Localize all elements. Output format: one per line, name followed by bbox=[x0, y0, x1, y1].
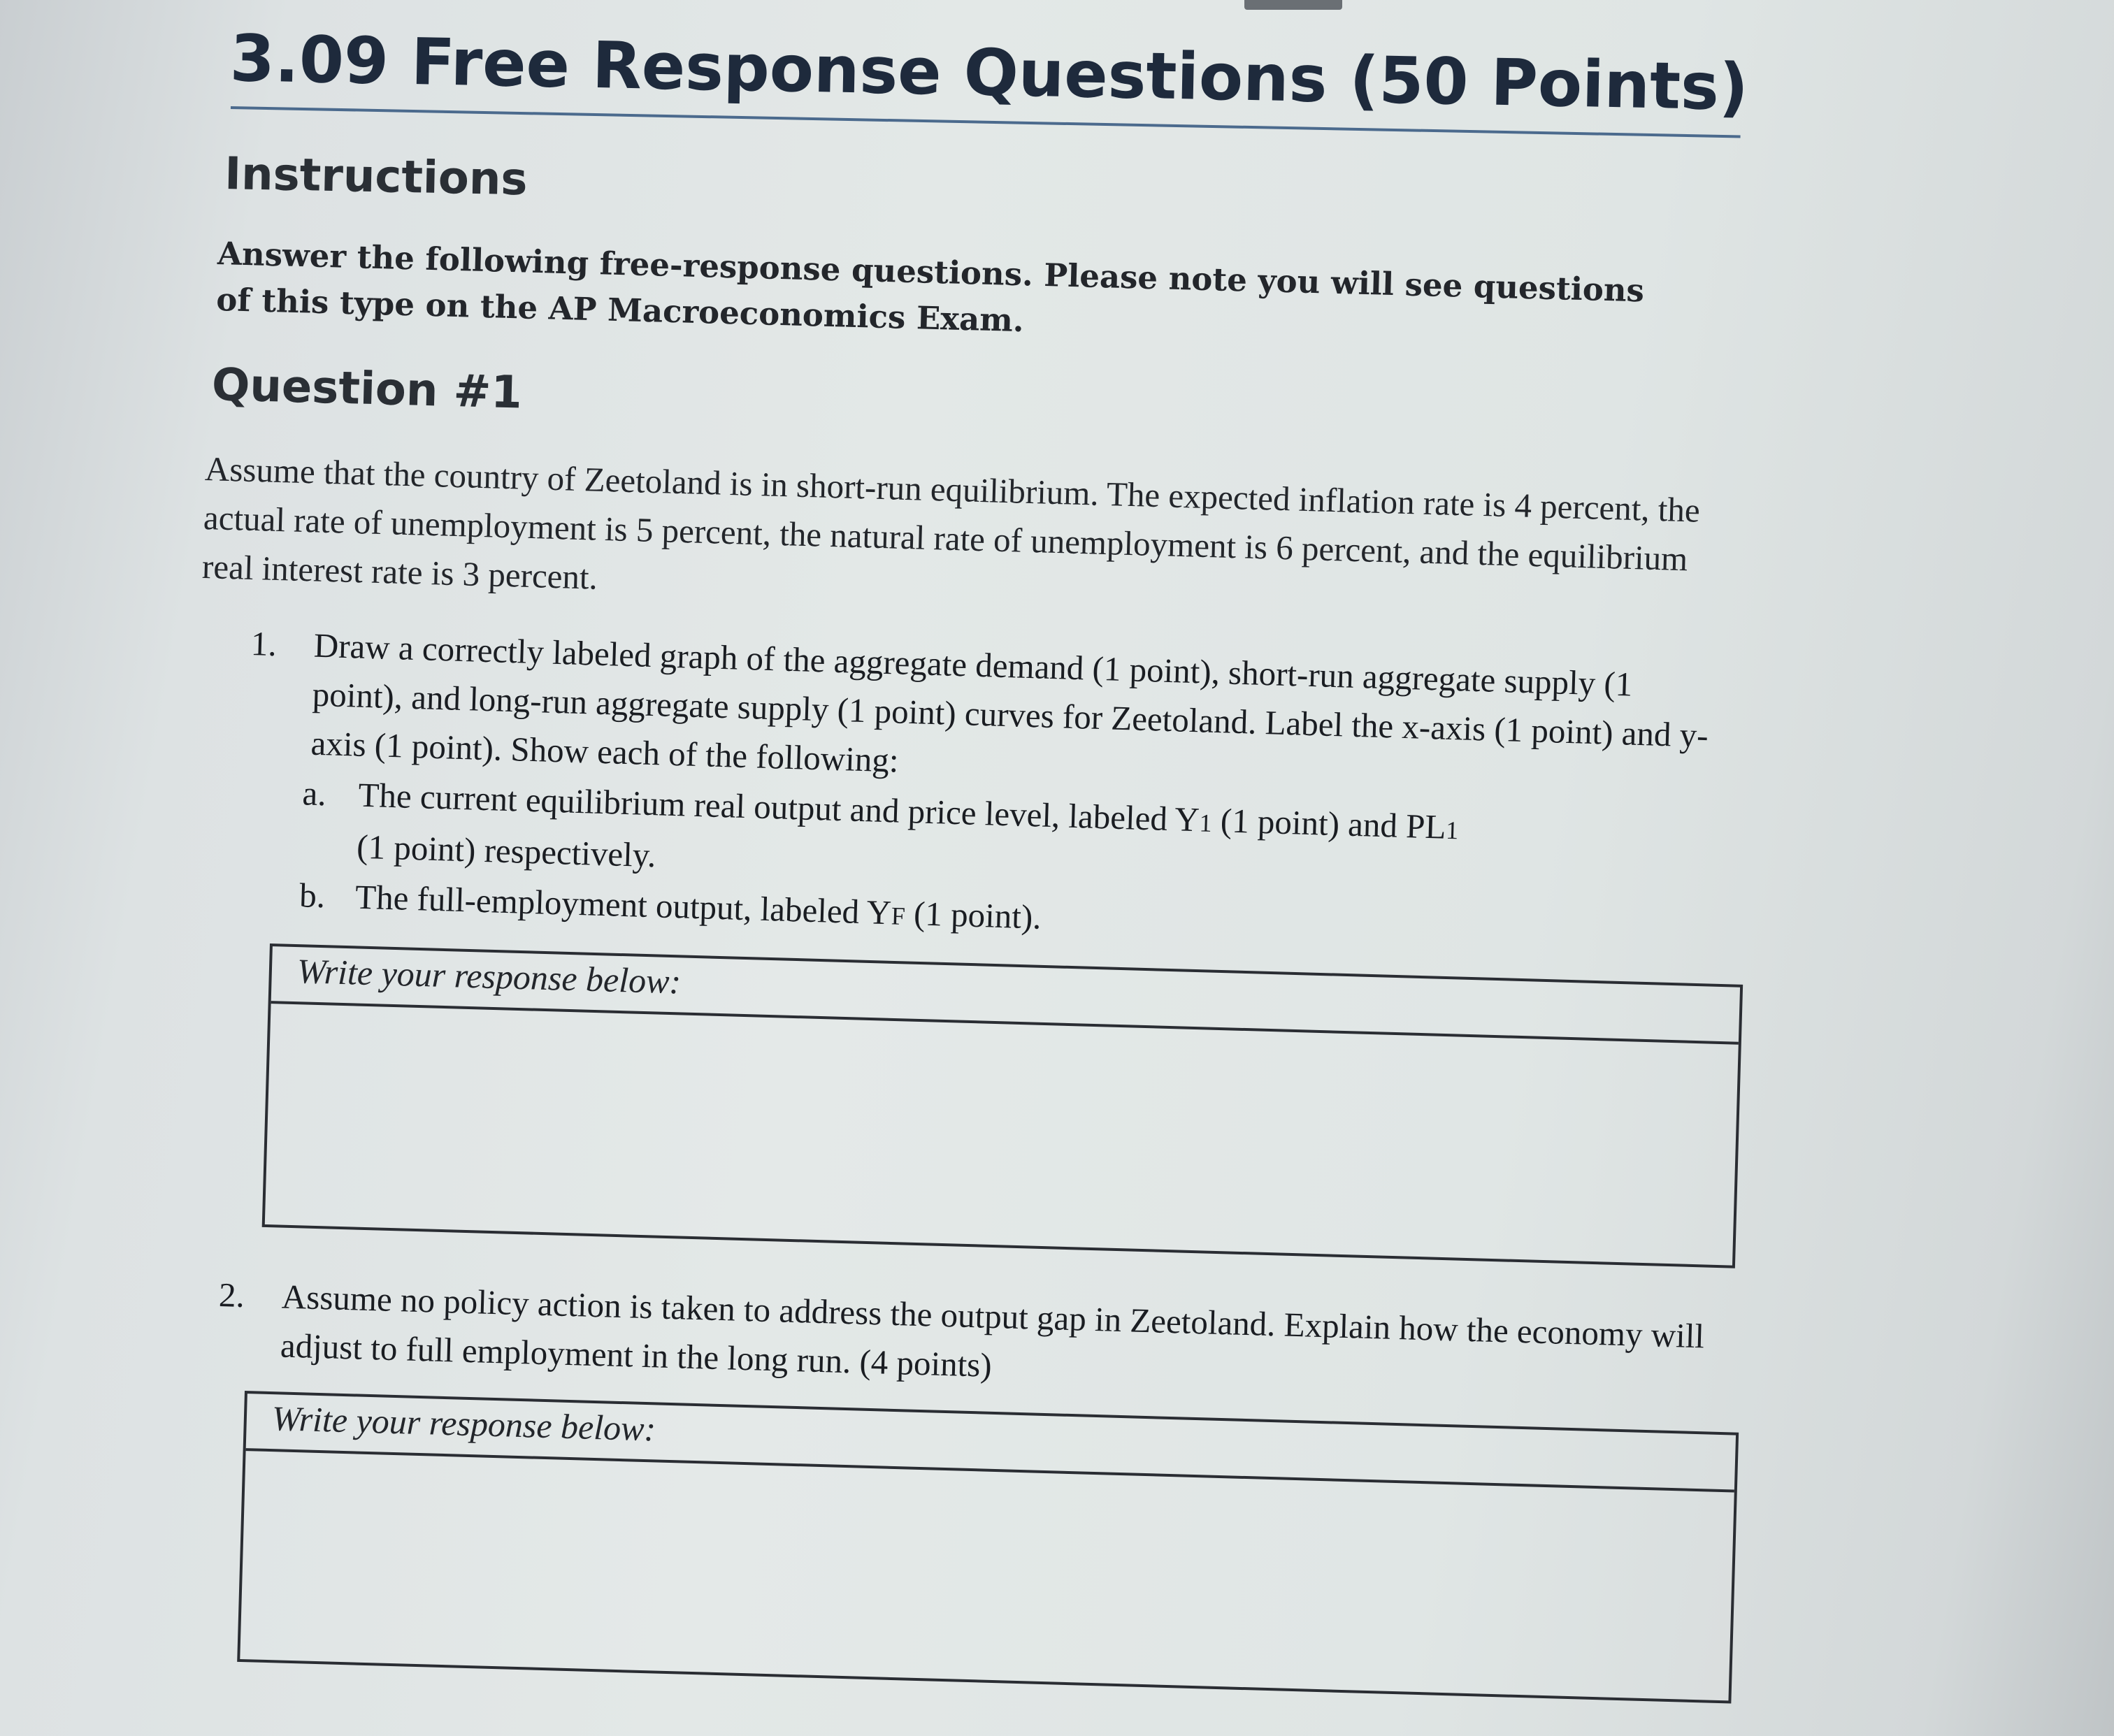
subitem-text-part: (1 point) respectively. bbox=[356, 827, 657, 875]
response-label: Write your response below: bbox=[246, 1394, 1736, 1492]
question-item-1 bbox=[243, 619, 1719, 964]
instructions-text: Answer the following free-response questions. Please note you will see questions of this type on the AP Macroeconomics Exam. bbox=[215, 234, 1645, 340]
subscript: 1 bbox=[1445, 816, 1459, 845]
question-prompt: Assume that the country of Zeetoland is in short-run equilibrium. The expected inflation rate is 4 percent, the actual rate of unemployment is 5 percent, the natural rate of unemployment is 6 percent, and the equilibrium real interest rate is 3 percent. bbox=[201, 449, 1701, 597]
subitem-text-part: (1 point). bbox=[905, 893, 1042, 936]
top-edge-tab bbox=[1244, 0, 1342, 10]
response-box-2[interactable] bbox=[237, 1391, 1739, 1704]
item-number: 2. bbox=[218, 1275, 245, 1315]
item-text: Draw a correctly labeled graph of the aggregate demand (1 point), short-run aggregate supply (1 point), and long-run aggregate supply (1 point) curves for Zeetoland. Label the x-axis (1 point) and y-axis (1 point). Show each of the following: bbox=[310, 625, 1709, 780]
item-number: 1. bbox=[250, 623, 278, 664]
subscript: F bbox=[891, 902, 906, 930]
subitem-text-part: The current equilibrium real output and price level, labeled Y bbox=[357, 775, 1200, 839]
question-heading: Question #1 bbox=[211, 359, 523, 419]
question-item-2 bbox=[217, 1271, 1722, 1410]
response-box-1[interactable] bbox=[262, 943, 1743, 1268]
page-title: 3.09 Free Response Questions (50 Points) bbox=[229, 21, 1749, 125]
subscript: 1 bbox=[1199, 809, 1213, 837]
subitem-letter: b. bbox=[299, 876, 326, 916]
subitem-text-part: (1 point) and PL bbox=[1211, 800, 1447, 846]
subitem-text-part: The full-employment output, labeled Y bbox=[354, 877, 892, 932]
item-text: Assume no policy action is taken to address the output gap in Zeetoland. Explain how the economy will adjust to full employment in the long run. (4 points) bbox=[280, 1277, 1705, 1384]
response-label: Write your response below: bbox=[271, 946, 1740, 1045]
subitem-letter: a. bbox=[301, 774, 327, 813]
instructions-heading: Instructions bbox=[224, 148, 528, 206]
